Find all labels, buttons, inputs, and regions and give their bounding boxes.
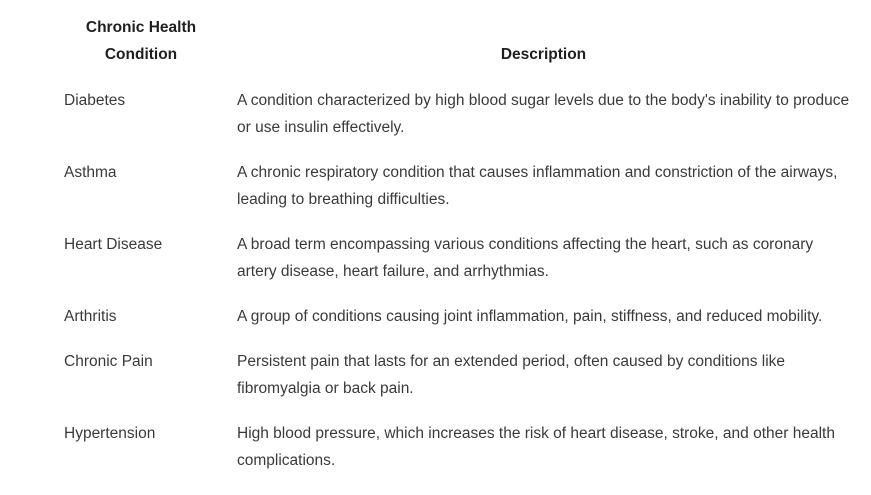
condition-cell: Asthma xyxy=(64,164,117,181)
description-cell: A condition characterized by high blood sugar levels due to the body's inability to produce or use insulin effectively. xyxy=(237,92,850,136)
condition-cell: Hypertension xyxy=(64,425,156,442)
column-header-description: Description xyxy=(500,46,587,63)
column-header-condition: Chronic Health Condition xyxy=(85,19,197,63)
description-cell: A broad term encompassing various conditions affecting the heart, such as coronary artery disease, heart failure, and arrhythmias. xyxy=(237,236,814,280)
description-cell: Persistent pain that lasts for an extended period, often caused by conditions like fibromyalgia or back pain. xyxy=(237,353,786,397)
condition-cell: Diabetes xyxy=(64,92,126,109)
description-cell: High blood pressure, which increases the risk of heart disease, stroke, and other health complications. xyxy=(237,425,835,469)
condition-cell: Chronic Pain xyxy=(64,353,153,370)
description-cell: A chronic respiratory condition that causes inflammation and constriction of the airways, leading to breathing difficulties. xyxy=(237,164,838,208)
condition-cell: Heart Disease xyxy=(64,236,163,253)
description-cell: A group of conditions causing joint inflammation, pain, stiffness, and reduced mobility. xyxy=(237,308,823,325)
condition-cell: Arthritis xyxy=(64,308,117,325)
